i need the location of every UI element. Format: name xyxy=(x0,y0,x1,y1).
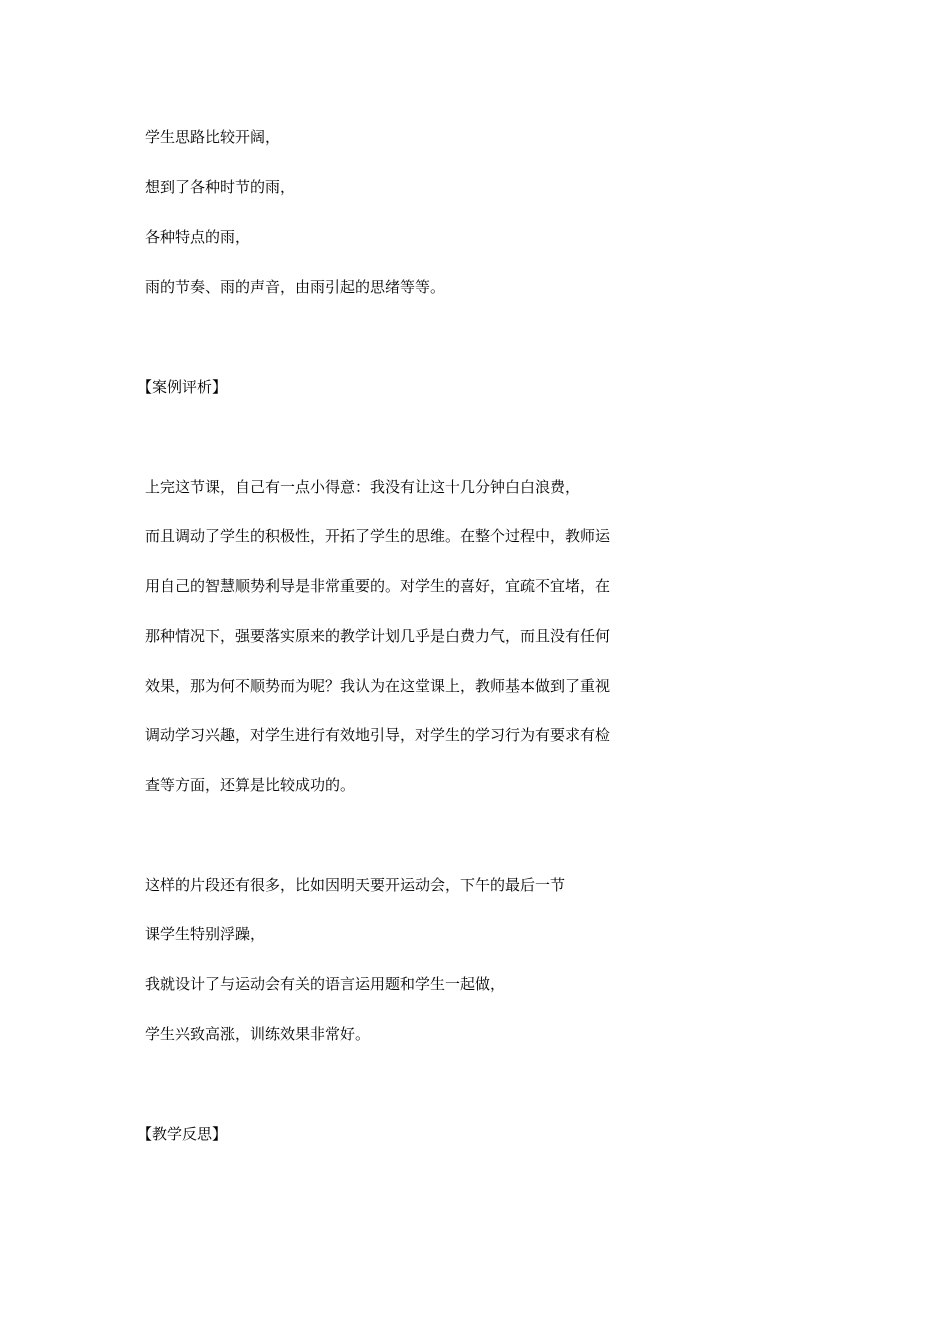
paragraph-line: 各种特点的雨， xyxy=(145,228,251,246)
section-heading-teaching-reflection: 【教学反思】 xyxy=(137,1125,228,1143)
paragraph-line: 学生思路比较开阔， xyxy=(145,128,281,146)
paragraph-line: 调动学习兴趣，对学生进行有效地引导，对学生的学习行为有要求有检 xyxy=(145,726,611,744)
section-heading-case-analysis: 【案例评析】 xyxy=(137,378,228,396)
paragraph-line: 这样的片段还有很多，比如因明天要开运动会，下午的最后一节 xyxy=(145,876,566,894)
paragraph-line: 我就设计了与运动会有关的语言运用题和学生一起做， xyxy=(145,975,506,993)
paragraph-line: 雨的节奏、雨的声音，由雨引起的思绪等等。 xyxy=(145,278,446,296)
paragraph-line: 那种情况下，强要落实原来的教学计划几乎是白费力气，而且没有任何 xyxy=(145,627,611,645)
paragraph-line: 上完这节课，自己有一点小得意：我没有让这十几分钟白白浪费， xyxy=(145,478,581,496)
paragraph-line: 用自己的智慧顺势利导是非常重要的。对学生的喜好，宜疏不宜堵，在 xyxy=(145,577,611,595)
paragraph-line: 课学生特别浮躁， xyxy=(145,925,266,943)
paragraph-line: 而且调动了学生的积极性，开拓了学生的思维。在整个过程中，教师运 xyxy=(145,527,611,545)
paragraph-line: 效果，那为何不顺势而为呢？我认为在这堂课上，教师基本做到了重视 xyxy=(145,677,611,695)
paragraph-line: 学生兴致高涨，训练效果非常好。 xyxy=(145,1025,371,1043)
paragraph-line: 查等方面，还算是比较成功的。 xyxy=(145,776,356,794)
paragraph-line: 想到了各种时节的雨， xyxy=(145,178,296,196)
